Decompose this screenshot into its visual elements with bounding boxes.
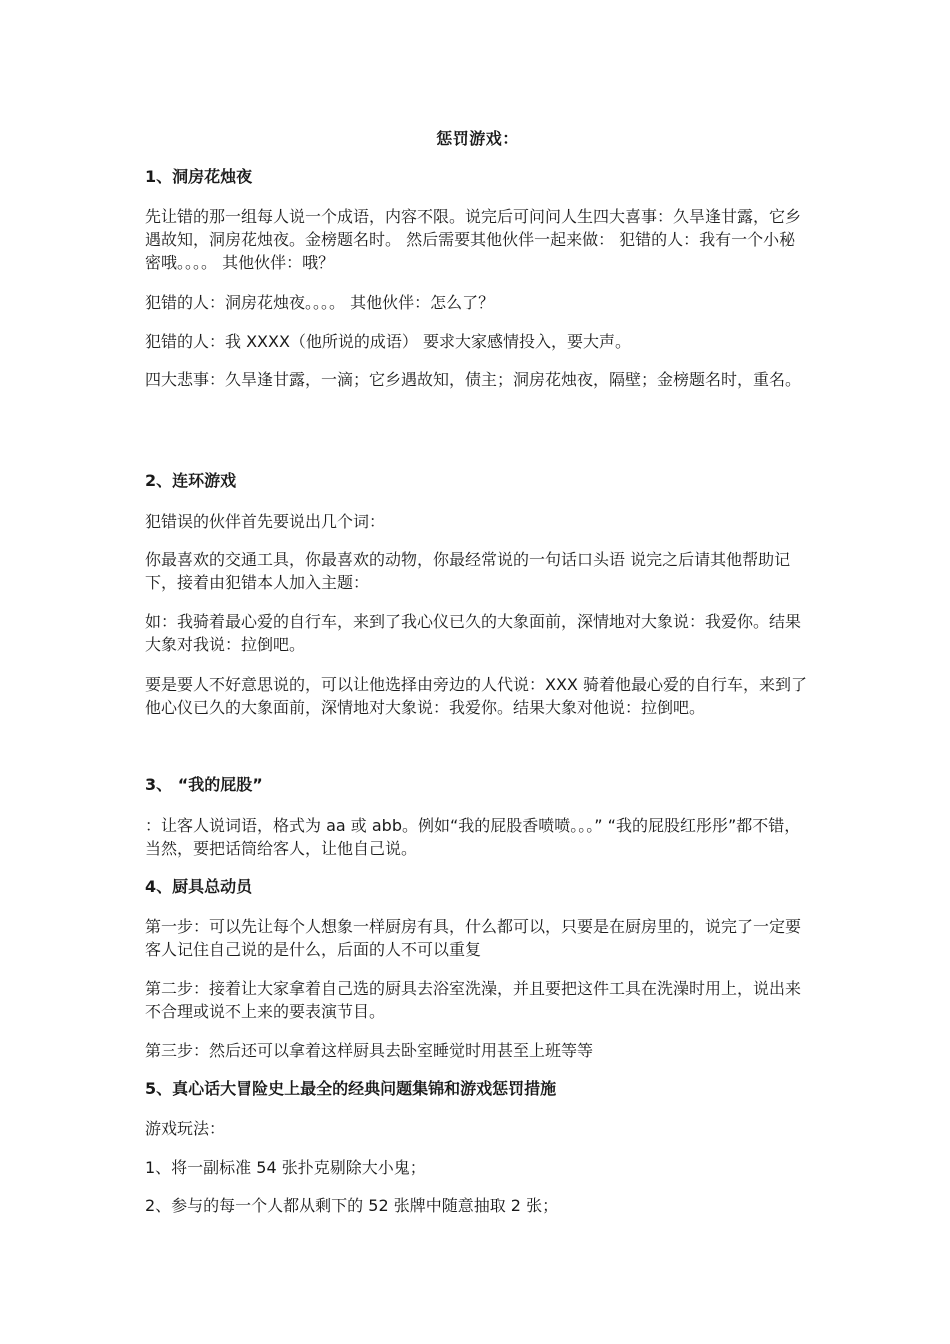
paragraph: 第三步：然后还可以拿着这样厨具去卧室睡觉时用甚至上班等等 [145, 1041, 594, 1060]
paragraph: 犯错的人：我 XXXX（他所说的成语） 要求大家感情投入，要大声。 [145, 332, 632, 351]
paragraph: ：让客人说词语，格式为 aa 或 abb。例如“我的屁股香喷喷。。。” “我的屁股红彤彤”都不错，当然，要把话筒给客人，让他自己说。 [145, 816, 801, 858]
paragraph: 犯错误的伙伴首先要说出几个词： [145, 512, 386, 531]
paragraph: 要是要人不好意思说的，可以让他选择由旁边的人代说：XXX 骑着他最心爱的自行车，来到了他心仪已久的大象面前，深情地对大象说：我爱你。结果大象对他说：拉倒吧。 [145, 675, 807, 717]
document-title: 惩罚游戏： [436, 129, 519, 148]
paragraph: 2、参与的每一个人都从剩下的 52 张牌中随意抽取 2 张； [145, 1196, 559, 1215]
section-heading-5: 5、真心话大冒险史上最全的经典问题集锦和游戏惩罚措施 [145, 1079, 557, 1098]
paragraph: 先让错的那一组每人说一个成语，内容不限。说完后可问问人生四大喜事：久旱逢甘露，它乡遇故知，洞房花烛夜。金榜题名时。 然后需要其他伙伴一起来做： 犯错的人：我有一个小秘密哦。。。。 其他伙伴：哦？ [145, 207, 802, 272]
paragraph: 犯错的人：洞房花烛夜。。。。 其他伙伴：怎么了？ [145, 293, 495, 312]
paragraph: 第二步：接着让大家拿着自己选的厨具去浴室洗澡，并且要把这件工具在洗澡时用上，说出来不合理或说不上来的要表演节目。 [145, 979, 802, 1021]
section-heading-2: 2、连环游戏 [145, 471, 237, 490]
paragraph: 四大悲事：久旱逢甘露，一滴；它乡遇故知，债主；洞房花烛夜，隔壁；金榜题名时，重名。 [145, 370, 802, 389]
paragraph: 1、将一副标准 54 张扑克剔除大小鬼； [145, 1158, 426, 1177]
paragraph: 你最喜欢的交通工具，你最喜欢的动物，你最经常说的一句话口头语 说完之后请其他帮助记下，接着由犯错本人加入主题： [145, 550, 791, 592]
paragraph: 游戏玩法： [145, 1119, 226, 1138]
paragraph: 如：我骑着最心爱的自行车，来到了我心仪已久的大象面前，深情地对大象说：我爱你。结果大象对我说：拉倒吧。 [145, 612, 802, 654]
section-heading-1: 1、洞房花烛夜 [145, 167, 253, 186]
section-heading-3: 3、 “我的屁股” [145, 775, 263, 794]
section-heading-4: 4、厨具总动员 [145, 877, 253, 896]
paragraph: 第一步：可以先让每个人想象一样厨房有具，什么都可以，只要是在厨房里的，说完了一定要客人记住自己说的是什么，后面的人不可以重复 [145, 917, 802, 959]
